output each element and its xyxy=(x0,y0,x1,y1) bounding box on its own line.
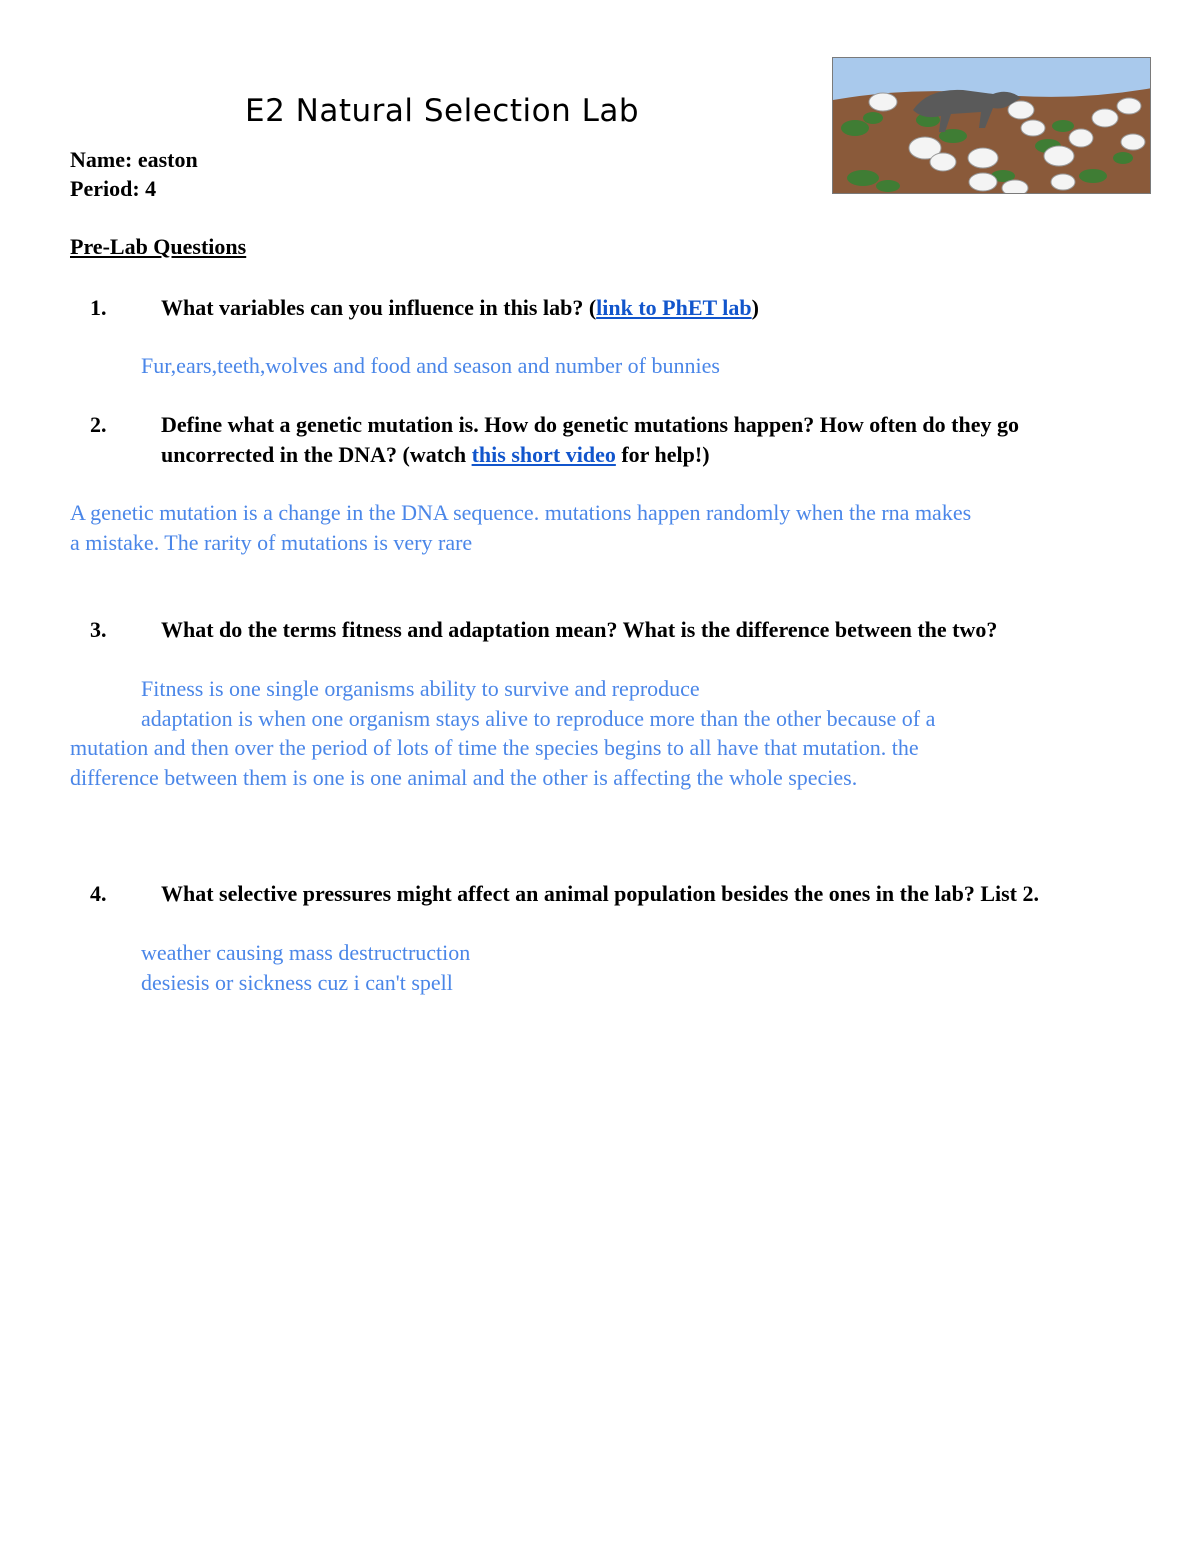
question-text: Define what a genetic mutation is. How do genetic mutations happen? How often do they go xyxy=(161,412,1019,437)
answer-line: Fur,ears,teeth,wolves and food and season and number of bunnies xyxy=(141,353,720,378)
answer-3 xyxy=(70,674,935,792)
answer-line: a mistake. The rarity of mutations is very rare xyxy=(70,529,473,555)
answer-line: Fitness is one single organisms ability to survive and reproduce xyxy=(141,676,700,701)
answer-1 xyxy=(141,351,720,381)
question-3 xyxy=(90,615,1140,645)
question-text: What do the terms fitness and adaptation mean? What is the difference between the two? xyxy=(161,617,998,642)
question-text-part: for help!) xyxy=(615,442,710,467)
period-value: 4 xyxy=(145,176,157,201)
answer-line: adaptation is when one organism stays alive to reproduce more than the other because of a xyxy=(141,705,936,731)
name-label: Name: xyxy=(70,147,133,172)
question-text-part: What variables can you influence in this lab? ( xyxy=(161,295,597,320)
period-label: Period: xyxy=(70,176,140,201)
document-title: E2 Natural Selection Lab xyxy=(245,93,640,129)
question-text-line2 xyxy=(161,440,710,470)
answer-line: weather causing mass destructruction xyxy=(141,940,471,965)
question-number: 1. xyxy=(90,295,107,320)
short-video-link[interactable]: this short video xyxy=(471,442,616,467)
answer-line: A genetic mutation is a change in the DNA sequence. mutations happen randomly when the rna makes xyxy=(70,500,972,525)
question-2 xyxy=(90,410,1140,470)
question-text xyxy=(161,293,759,323)
illustration-svg xyxy=(833,58,1151,194)
answer-4 xyxy=(141,938,470,997)
wolf-rabbits-illustration xyxy=(832,57,1151,194)
answer-line: desiesis or sickness cuz i can't spell xyxy=(141,969,453,995)
answer-line: difference between them is one is one animal and the other is affecting the whole species. xyxy=(70,764,858,790)
question-text-part: uncorrected in the DNA? (watch xyxy=(161,442,472,467)
section-heading: Pre-Lab Questions xyxy=(70,234,247,259)
answer-2 xyxy=(70,498,971,557)
period-line xyxy=(70,176,156,202)
question-number: 2. xyxy=(90,412,107,437)
name-value: easton xyxy=(137,147,198,172)
question-text: What selective pressures might affect an animal population besides the ones in the lab? List 2. xyxy=(161,881,1039,906)
phet-lab-link[interactable]: link to PhET lab xyxy=(596,295,752,320)
question-4 xyxy=(90,879,1140,909)
question-text-part: ) xyxy=(751,295,759,320)
question-number: 3. xyxy=(90,617,107,642)
question-number: 4. xyxy=(90,881,107,906)
name-line xyxy=(70,147,198,173)
answer-line: mutation and then over the period of lots of time the species begins to all have that mutation. the xyxy=(70,735,919,760)
question-1 xyxy=(90,293,1140,323)
